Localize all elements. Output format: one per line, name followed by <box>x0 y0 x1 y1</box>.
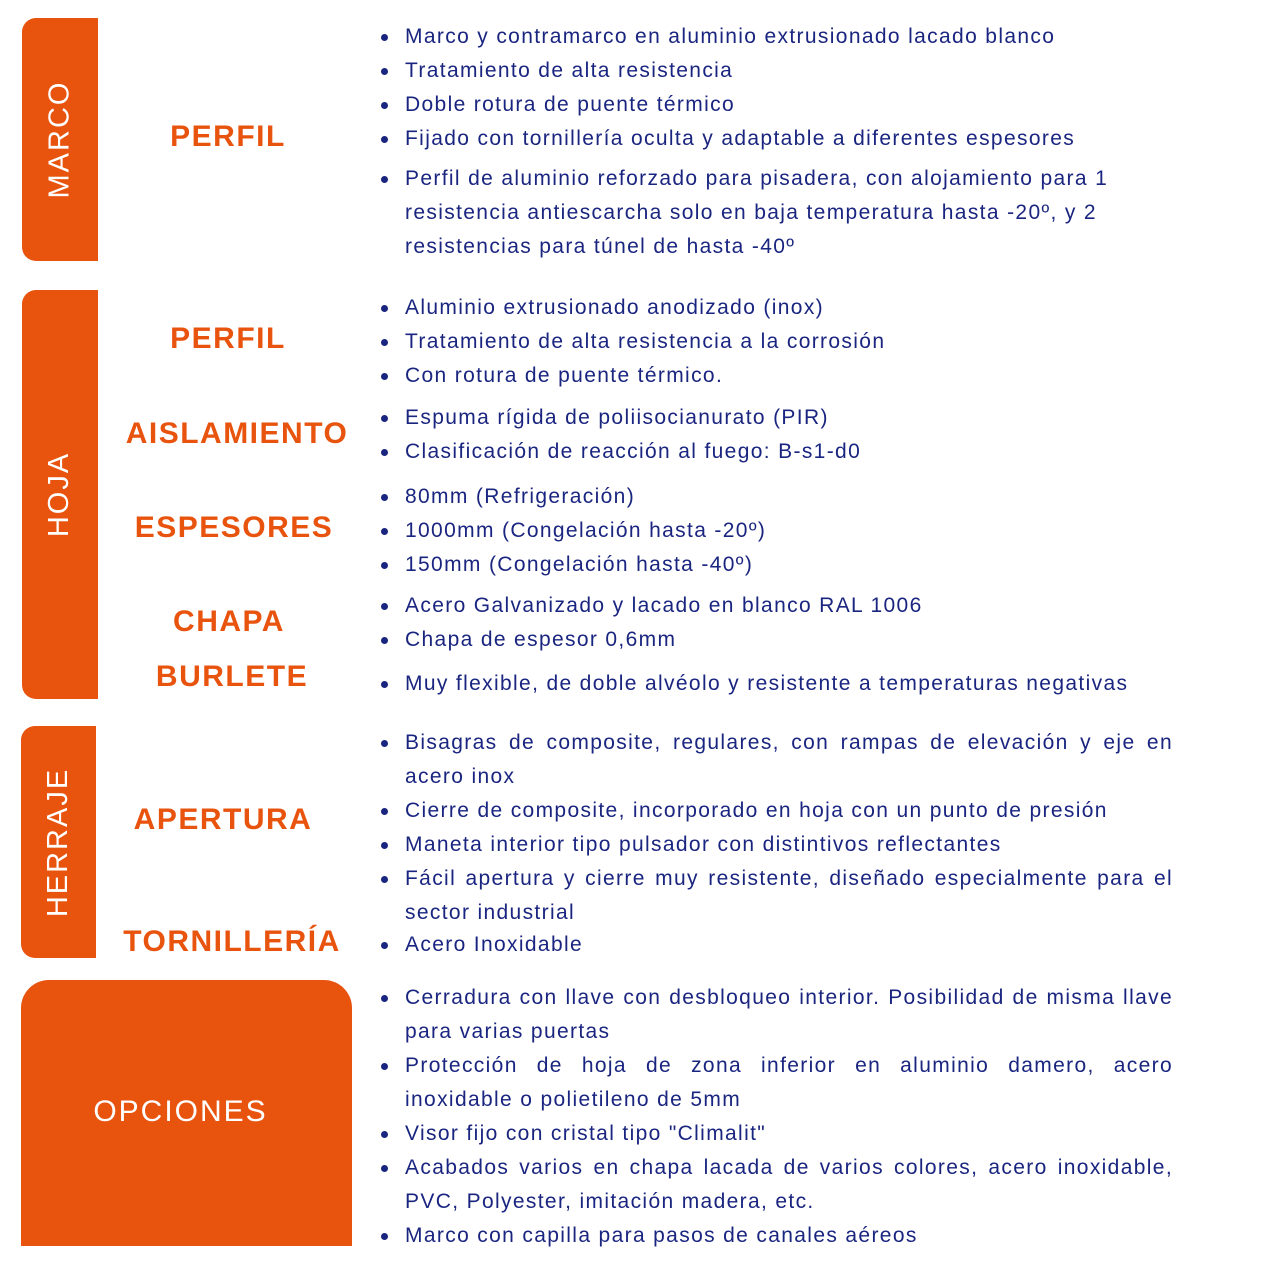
list-item: Marco y contramarco en aluminio extrusionado lacado blanco <box>378 20 1178 54</box>
section-label-herraje: HERRAJE <box>42 767 75 917</box>
bullet-list-herraje-apertura <box>378 726 1173 930</box>
list-item: 80mm (Refrigeración) <box>378 480 1178 514</box>
list-item: 1000mm (Congelación hasta -20º) <box>378 514 1178 548</box>
list-item: Espuma rígida de poliisocianurato (PIR) <box>378 401 1178 435</box>
bullet-list-hoja-espesores <box>378 480 1178 582</box>
list-item: Perfil de aluminio reforzado para pisadera, con alojamiento para 1 resistencia antiescarcha solo en baja temperatura hasta -20º, y 2 resistencias para túnel de hasta -40º <box>378 162 1148 264</box>
list-item: Bisagras de composite, regulares, con rampas de elevación y eje en acero inox <box>378 726 1173 794</box>
list-item: Cerradura con llave con desbloqueo interior. Posibilidad de misma llave para varias puertas <box>378 981 1173 1049</box>
subheading-hoja-chapa: CHAPA <box>173 605 285 638</box>
section-tab-herraje <box>21 726 96 958</box>
bullet-list-marco-perfil-extra <box>378 162 1148 264</box>
bullet-list-hoja-burlete <box>378 667 1178 701</box>
list-item: Cierre de composite, incorporado en hoja con un punto de presión <box>378 794 1173 828</box>
list-item: Clasificación de reacción al fuego: B-s1-d0 <box>378 435 1178 469</box>
subheading-hoja-aislamiento: AISLAMIENTO <box>125 417 349 450</box>
list-item: Visor fijo con cristal tipo "Climalit" <box>378 1117 1173 1151</box>
list-item: Fijado con tornillería oculta y adaptable a diferentes espesores <box>378 122 1178 156</box>
list-item: Acero Galvanizado y lacado en blanco RAL 1006 <box>378 589 1178 623</box>
subheading-hoja-burlete: BURLETE <box>155 660 309 693</box>
list-item: 150mm (Congelación hasta -40º) <box>378 548 1178 582</box>
list-item: Protección de hoja de zona inferior en aluminio damero, acero inoxidable o polietileno de 5mm <box>378 1049 1173 1117</box>
subheading-hoja-espesores: ESPESORES <box>134 511 334 544</box>
section-tab-marco <box>22 18 98 261</box>
bullet-list-opciones <box>378 981 1173 1253</box>
section-label-marco: MARCO <box>43 80 76 199</box>
subheading-marco-perfil: PERFIL <box>170 120 286 153</box>
list-item: Acero Inoxidable <box>378 928 1178 962</box>
subheading-hoja-perfil: PERFIL <box>170 322 286 355</box>
bullet-list-marco-perfil <box>378 20 1178 156</box>
bullet-list-hoja-perfil <box>378 291 1178 393</box>
list-item: Doble rotura de puente térmico <box>378 88 1178 122</box>
list-item: Fácil apertura y cierre muy resistente, diseñado especialmente para el sector industrial <box>378 862 1173 930</box>
subheading-herraje-apertura: APERTURA <box>133 803 313 836</box>
section-tab-hoja <box>22 290 98 699</box>
bullet-list-hoja-aislamiento <box>378 401 1178 469</box>
subheading-herraje-tornilleria: TORNILLERÍA <box>123 925 341 958</box>
section-tab-opciones <box>21 980 352 1246</box>
list-item: Marco con capilla para pasos de canales aéreos <box>378 1219 1173 1253</box>
list-item: Chapa de espesor 0,6mm <box>378 623 1178 657</box>
list-item: Tratamiento de alta resistencia <box>378 54 1178 88</box>
bullet-list-hoja-chapa <box>378 589 1178 657</box>
list-item: Con rotura de puente térmico. <box>378 359 1178 393</box>
list-item: Maneta interior tipo pulsador con distintivos reflectantes <box>378 828 1173 862</box>
list-item: Tratamiento de alta resistencia a la corrosión <box>378 325 1178 359</box>
list-item: Acabados varios en chapa lacada de varios colores, acero inoxidable, PVC, Polyester, imitación madera, etc. <box>378 1151 1173 1219</box>
bullet-list-herraje-tornilleria <box>378 928 1178 962</box>
section-label-opciones: OPCIONES <box>93 1095 268 1128</box>
list-item: Aluminio extrusionado anodizado (inox) <box>378 291 1178 325</box>
section-label-hoja: HOJA <box>43 451 76 538</box>
list-item: Muy flexible, de doble alvéolo y resistente a temperaturas negativas <box>378 667 1178 701</box>
